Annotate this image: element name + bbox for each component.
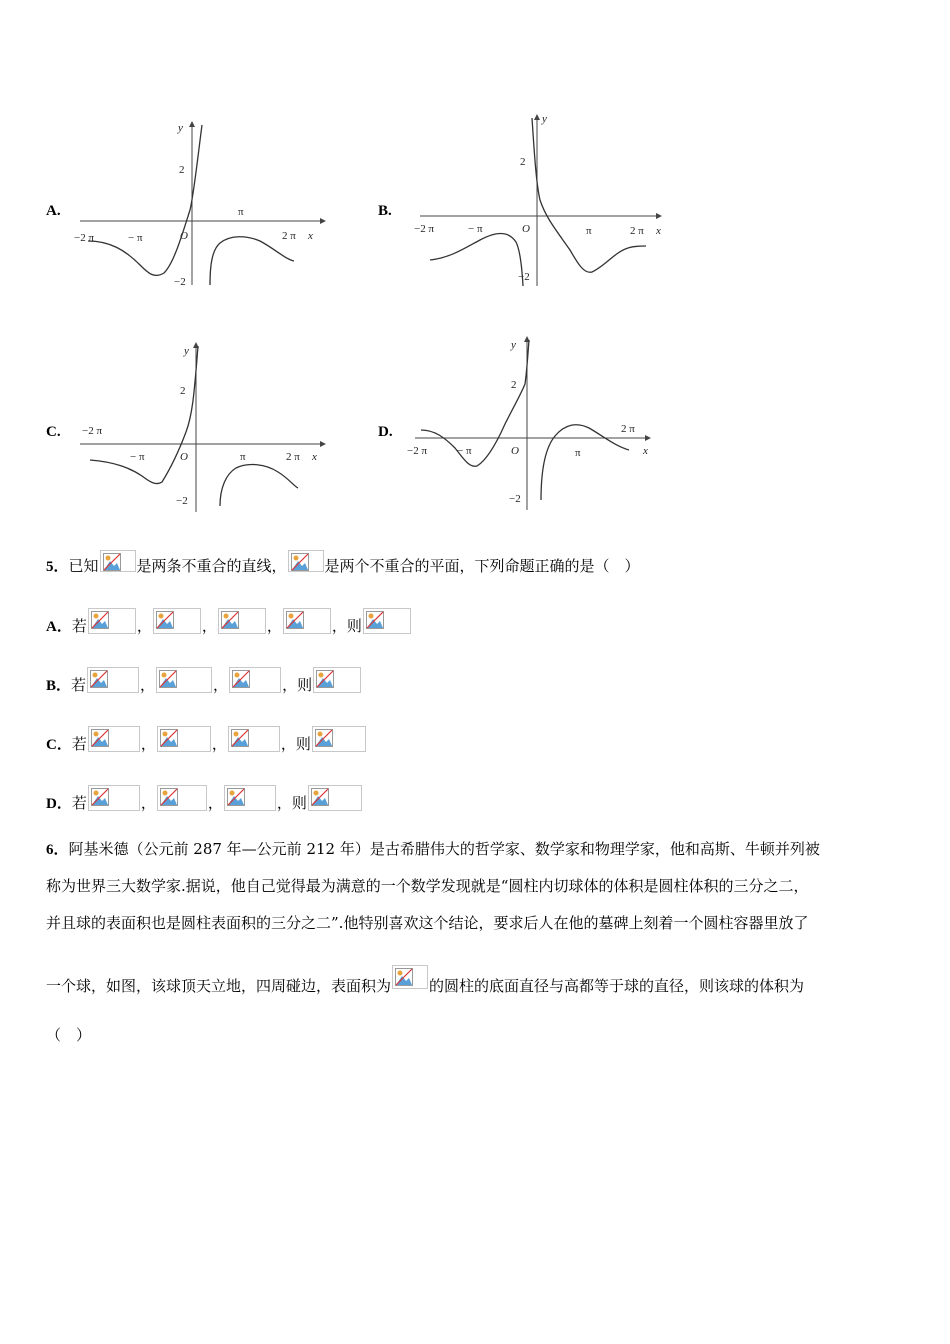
origin-label: O (180, 451, 188, 463)
formula-image-icon (392, 965, 428, 989)
y-axis-label: y (178, 122, 183, 134)
formula-image-icon (88, 726, 140, 752)
q6-line-2: 称为世界三大数学家.据说，他自己觉得最为满意的一个数学发现就是“圆柱内切球体的体积是圆柱体积的三分之二， (46, 877, 809, 895)
x-tick-pi: π (586, 225, 592, 237)
origin-label: O (522, 223, 530, 235)
formula-image-icon (153, 608, 201, 634)
formula-image-icon (100, 550, 136, 572)
y-axis-label: y (511, 339, 516, 351)
formula-image-icon (88, 608, 136, 634)
q5-text-1: 已知 (68, 557, 99, 575)
option-b-label: B. (378, 203, 392, 219)
graph-a (70, 115, 330, 295)
formula-image-icon (88, 785, 140, 811)
x-tick-neg2pi: −2 π (414, 223, 435, 235)
formula-image-icon (218, 608, 266, 634)
option-d-label: D. (378, 424, 393, 440)
graph-b (410, 108, 670, 293)
x-axis-label: x (643, 445, 648, 457)
x-tick-negpi: − π (130, 451, 145, 463)
q6-line-3: 并且球的表面积也是圆柱表面积的三分之二”.他特别喜欢这个结论，要求后人在他的墓碑上刻着一个圆柱容器里放了 (46, 914, 809, 932)
q5-number: 5． (46, 559, 69, 575)
q6-line-5 (46, 1025, 91, 1045)
x-axis-label: x (656, 225, 661, 237)
formula-image-icon (283, 608, 331, 634)
x-tick-2pi: 2 π (286, 451, 300, 463)
q5-option-c: C．若 ， ， ，则 (46, 732, 367, 758)
formula-image-icon (363, 608, 411, 634)
option-a-label: A. (46, 203, 61, 219)
formula-image-icon (87, 667, 139, 693)
formula-image-icon (308, 785, 362, 811)
formula-image-icon (157, 726, 211, 752)
y-tick-neg2: −2 (518, 271, 530, 283)
y-tick-neg2: −2 (509, 493, 521, 505)
q6-number: 6． (46, 842, 69, 858)
x-axis-label: x (312, 451, 317, 463)
x-tick-pi: π (575, 447, 581, 459)
q5-option-b: B．若 ， ， ，则 (46, 673, 362, 699)
q6-line-1: 6．阿基米德（公元前 287 年—公元前 212 年）是古希腊伟大的哲学家、数学家和物理学家，他和高斯、牛顿并列被 (46, 840, 820, 858)
y-tick-2: 2 (179, 164, 185, 176)
x-tick-neg2pi: −2 π (74, 232, 95, 244)
x-tick-negpi: − π (128, 232, 143, 244)
x-tick-pi: π (238, 206, 244, 218)
formula-image-icon (224, 785, 276, 811)
formula-image-icon (157, 785, 207, 811)
q6-line-4: 一个球，如图，该球顶天立地，四周碰边，表面积为 的圆柱的底面直径与高都等于球的直径，则该球的体积为 (46, 975, 804, 999)
q5-text-2: 是两条不重合的直线， (136, 557, 287, 575)
x-tick-2pi: 2 π (630, 225, 644, 237)
graph-d (405, 330, 665, 515)
y-axis-label: y (184, 345, 189, 357)
y-tick-2: 2 (511, 379, 517, 391)
x-tick-2pi: 2 π (621, 423, 635, 435)
formula-image-icon (229, 667, 281, 693)
x-tick-2pi: 2 π (282, 230, 296, 242)
y-tick-neg2: −2 (176, 495, 188, 507)
y-axis-label: y (542, 113, 547, 125)
origin-label: O (511, 445, 519, 457)
formula-image-icon (312, 726, 366, 752)
x-tick-negpi: − π (468, 223, 483, 235)
x-tick-neg2pi: −2 π (82, 425, 103, 437)
origin-label: O (180, 230, 188, 242)
y-tick-2: 2 (520, 156, 526, 168)
x-tick-negpi: − π (457, 445, 472, 457)
answer-parens: （ ） (46, 1026, 92, 1044)
graph-c (70, 336, 335, 516)
formula-image-icon (313, 667, 361, 693)
y-tick-2: 2 (180, 385, 186, 397)
formula-image-icon (228, 726, 280, 752)
x-tick-pi: π (240, 451, 246, 463)
q5-option-d: D．若 ， ， ，则 (46, 791, 363, 817)
formula-image-icon (156, 667, 212, 693)
y-tick-neg2: −2 (174, 276, 186, 288)
x-tick-neg2pi: −2 π (407, 445, 428, 457)
q5-option-a: A．若 ， ， ， ，则 (46, 614, 412, 640)
formula-image-icon (288, 550, 324, 572)
q5-stem (46, 556, 640, 578)
option-c-label: C. (46, 424, 61, 440)
q5-text-3: 是两个不重合的平面，下列命题正确的是（ ） (324, 557, 640, 575)
x-axis-label: x (308, 230, 313, 242)
